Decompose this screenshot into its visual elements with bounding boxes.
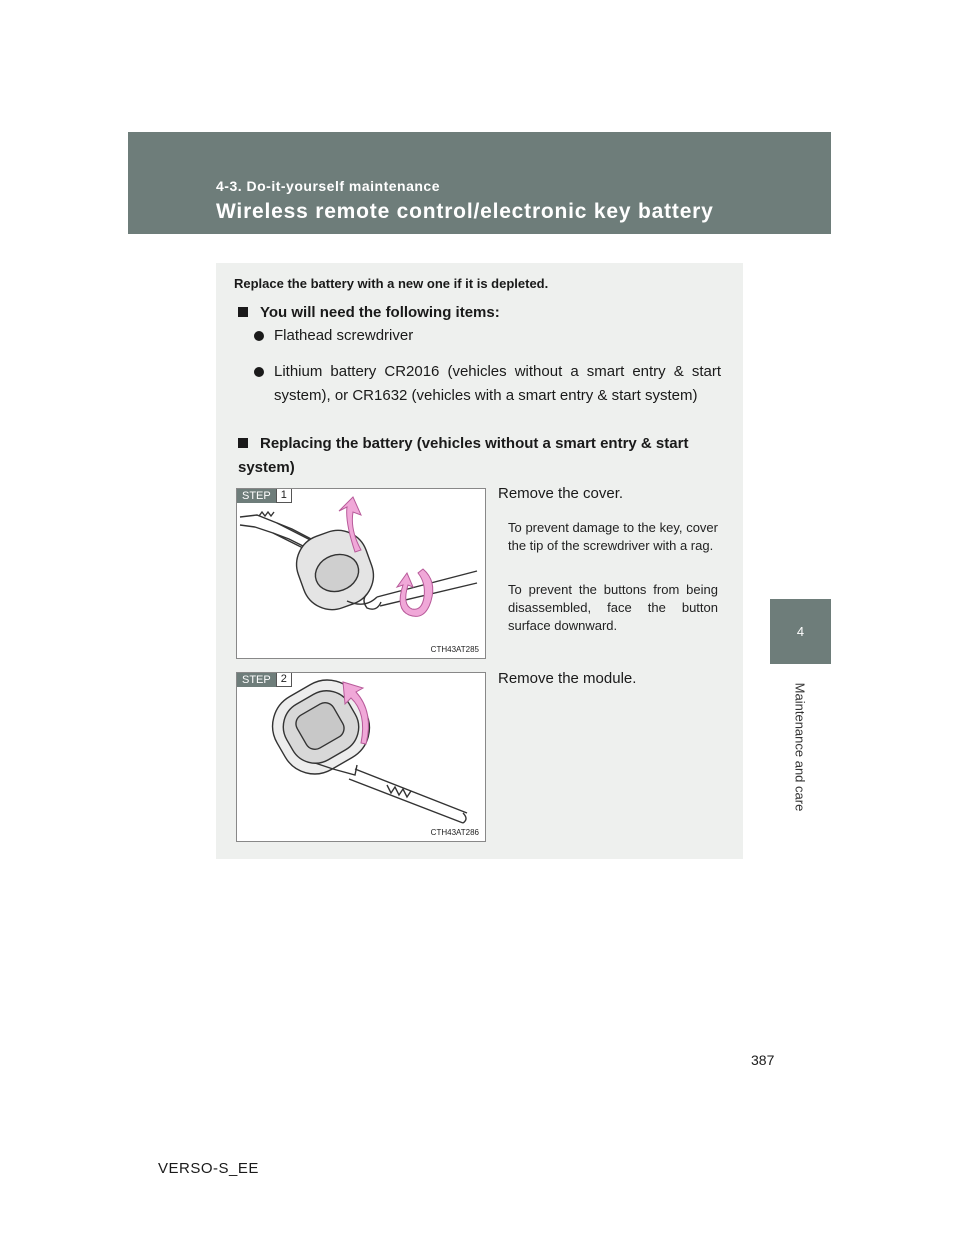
chapter-label: Maintenance and care <box>792 682 808 812</box>
step-2-figure <box>236 672 486 842</box>
items-heading: You will need the following items: <box>238 301 500 325</box>
square-bullet-icon <box>238 438 248 448</box>
square-bullet-icon <box>238 307 248 317</box>
page-title: Wireless remote control/electronic key battery <box>216 200 714 223</box>
bullet-icon <box>254 367 264 377</box>
step-1-figure <box>236 488 486 659</box>
content-box <box>216 263 743 859</box>
figure-code: CTH43AT286 <box>430 828 479 837</box>
key-cover-illustration <box>237 489 485 658</box>
step-badge: STEP 2 <box>237 673 292 687</box>
list-item: Flathead screwdriver <box>256 324 721 348</box>
replace-heading: Replacing the battery (vehicles without a smart entry & start system) <box>238 435 689 476</box>
bullet-icon <box>254 331 264 341</box>
model-code: VERSO-S_EE <box>158 1160 259 1177</box>
list-item: Lithium battery CR2016 (vehicles without a smart entry & start system), or CR1632 (vehicles with a smart entry & start system) <box>256 360 721 408</box>
step-badge: STEP 1 <box>237 489 292 503</box>
page-number: 387 <box>751 1052 775 1068</box>
page-header <box>128 132 831 234</box>
figure-code: CTH43AT285 <box>430 645 479 654</box>
step-1-note: To prevent the buttons from being disassembled, face the button surface downward. <box>508 582 718 633</box>
step-1-instruction: Remove the cover. <box>498 485 624 502</box>
chapter-tab[interactable] <box>770 599 831 664</box>
intro-text: Replace the battery with a new one if it is depleted. <box>234 276 549 291</box>
step-1-note: To prevent damage to the key, cover the tip of the screwdriver with a rag. <box>508 520 718 553</box>
section-label: 4-3. Do-it-yourself maintenance <box>216 178 440 194</box>
step-2-instruction: Remove the module. <box>498 670 637 687</box>
key-module-illustration <box>237 673 485 841</box>
chapter-label-area <box>760 672 840 822</box>
chapter-number: 4 <box>796 624 805 639</box>
